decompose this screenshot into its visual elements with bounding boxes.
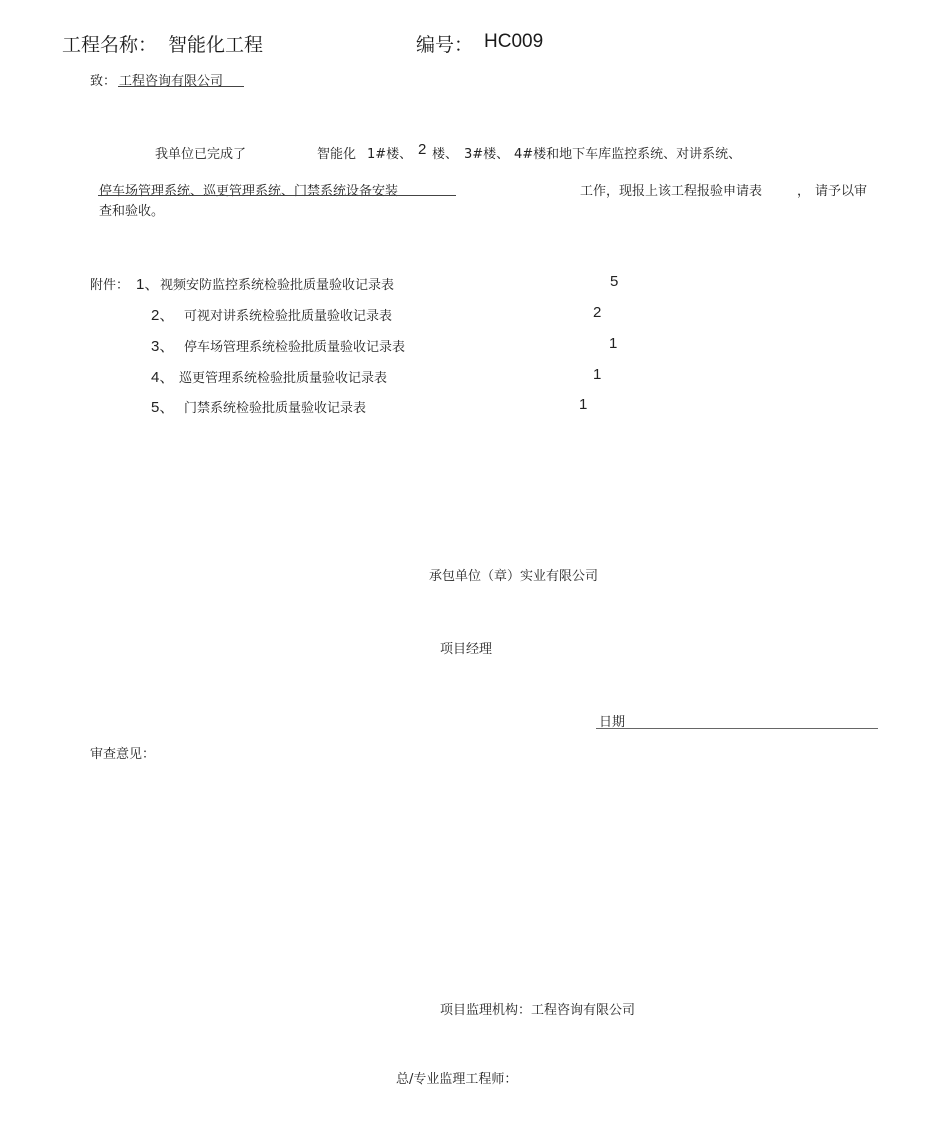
attachment-name: 停车场管理系统检验批质量验收记录表 <box>184 340 406 355</box>
attachment-count: 5 <box>610 273 619 290</box>
date-underline <box>596 728 878 729</box>
body-report: 工作，现报上该工程报验申请表 <box>580 184 763 199</box>
attachments-label: 附件： <box>90 278 130 293</box>
body-building-3: 3#楼、 <box>464 147 510 162</box>
attachment-count: 1 <box>579 396 588 413</box>
addressee-label: 致： <box>90 74 117 89</box>
body-building-2-number: 2 <box>418 141 427 158</box>
body-building-2: 楼、 <box>432 147 459 162</box>
body-systems-underline <box>98 195 456 196</box>
attachment-index: 1、 <box>136 276 160 293</box>
attachment-count: 1 <box>609 335 618 352</box>
body-systems: 停车场管理系统、巡更管理系统、门禁系统设备安装 <box>99 184 399 199</box>
body-comma: ， <box>797 184 811 199</box>
body-request: 请予以审 <box>815 184 868 199</box>
attachment-index: 5、 <box>151 399 175 416</box>
project-name-label: 工程名称： <box>62 34 158 56</box>
attachment-count: 1 <box>593 366 602 383</box>
attachment-name: 可视对讲系统检验批质量验收记录表 <box>184 309 393 324</box>
document-number: HC009 <box>484 31 544 52</box>
addressee-underline <box>118 86 244 87</box>
review-opinion-label: 审查意见： <box>90 747 156 762</box>
document-number-label: 编号： <box>416 34 474 56</box>
attachment-index: 4、 <box>151 369 175 386</box>
addressee-name: 工程咨询有限公司 <box>119 74 224 89</box>
body-building-4: 4#楼和地下车库监控系统、对讲系统、 <box>514 147 742 162</box>
supervising-engineer-label: 总/专业监理工程师： <box>396 1072 518 1087</box>
body-project: 智能化 <box>317 147 357 162</box>
attachment-index: 3、 <box>151 338 175 355</box>
supervision-org: 项目监理机构：工程咨询有限公司 <box>440 1003 636 1018</box>
attachment-index: 2、 <box>151 307 175 324</box>
attachment-name: 门禁系统检验批质量验收记录表 <box>184 401 367 416</box>
project-manager-label: 项目经理 <box>440 642 493 657</box>
contractor-unit: 承包单位（章）实业有限公司 <box>429 569 599 584</box>
body-building-1: 1#楼、 <box>367 147 413 162</box>
project-name: 智能化工程 <box>168 34 264 56</box>
attachment-name: 视频安防监控系统检验批质量验收记录表 <box>160 278 395 293</box>
body-intro: 我单位已完成了 <box>155 147 247 162</box>
body-request-end: 查和验收。 <box>99 204 165 219</box>
attachment-name: 巡更管理系统检验批质量验收记录表 <box>179 371 388 386</box>
attachment-count: 2 <box>593 304 602 321</box>
date-label: 日期 <box>599 715 626 730</box>
